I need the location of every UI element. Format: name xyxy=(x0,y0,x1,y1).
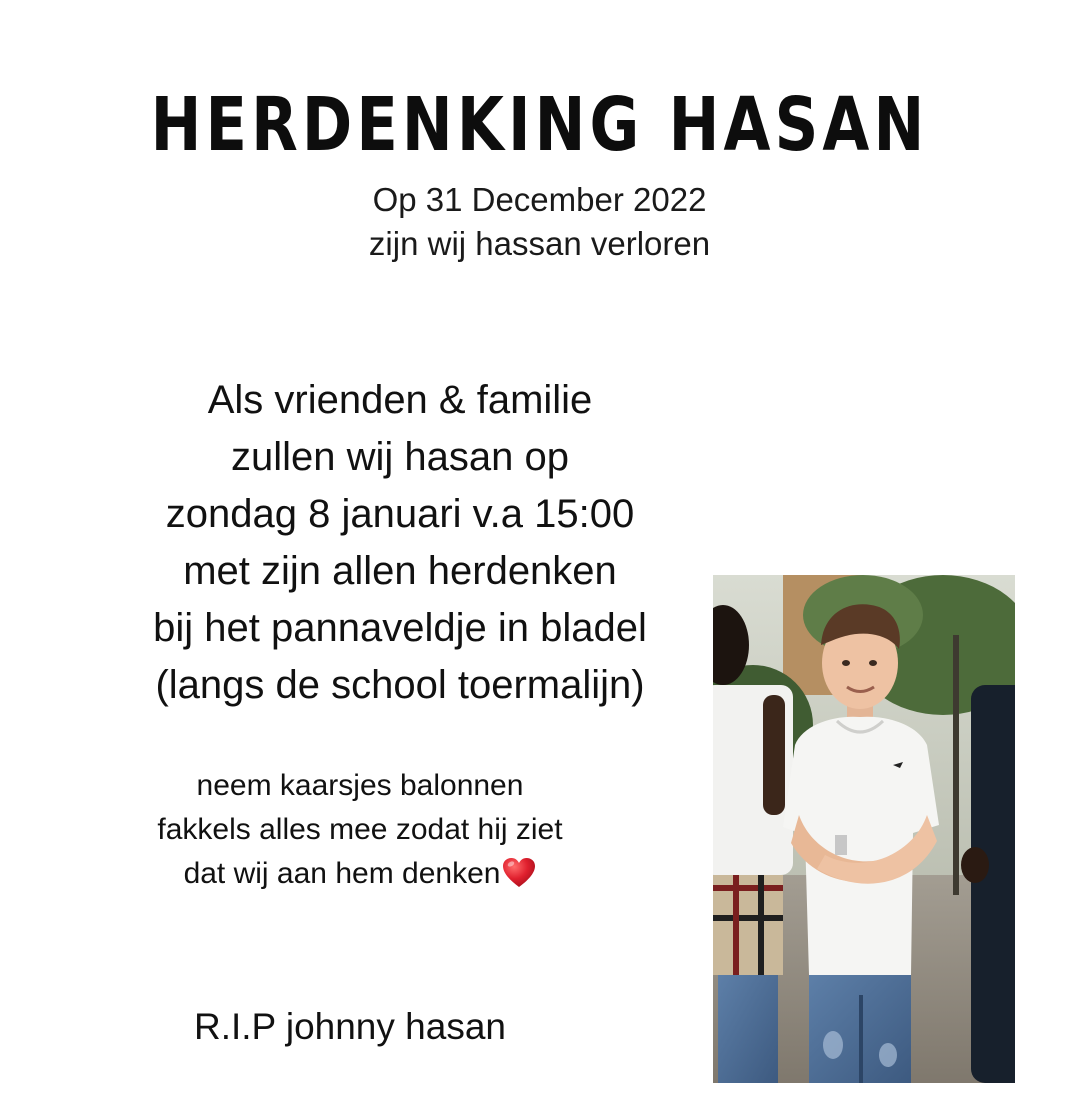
request-text xyxy=(60,764,660,896)
announcement-line: bij het pannaveldje in bladel xyxy=(153,606,647,650)
request-line: fakkels alles mee zodat hij ziet xyxy=(157,813,563,846)
announcement-line: zullen wij hasan op xyxy=(231,435,569,479)
request-line: dat wij aan hem denken xyxy=(183,857,501,890)
request-line-with-heart xyxy=(60,852,660,896)
announcement-line: met zijn allen herdenken xyxy=(183,549,617,593)
memorial-photo xyxy=(713,575,1015,1083)
announcement xyxy=(70,372,730,714)
announcement-line: zondag 8 januari v.a 15:00 xyxy=(165,492,635,536)
page-title: HERDENKING HASAN xyxy=(150,81,929,168)
date-line-1: Op 31 December 2022 xyxy=(372,181,707,218)
request-line: neem kaarsjes balonnen xyxy=(196,769,524,802)
photo-illustration xyxy=(713,575,1015,1083)
announcement-line: Als vrienden & familie xyxy=(207,378,593,422)
heart-icon xyxy=(502,857,536,889)
date-line-2: zijn wij hassan verloren xyxy=(368,225,711,262)
rip-text: R.I.P johnny hasan xyxy=(194,1006,506,1047)
announcement-line: (langs de school toermalijn) xyxy=(155,663,645,707)
